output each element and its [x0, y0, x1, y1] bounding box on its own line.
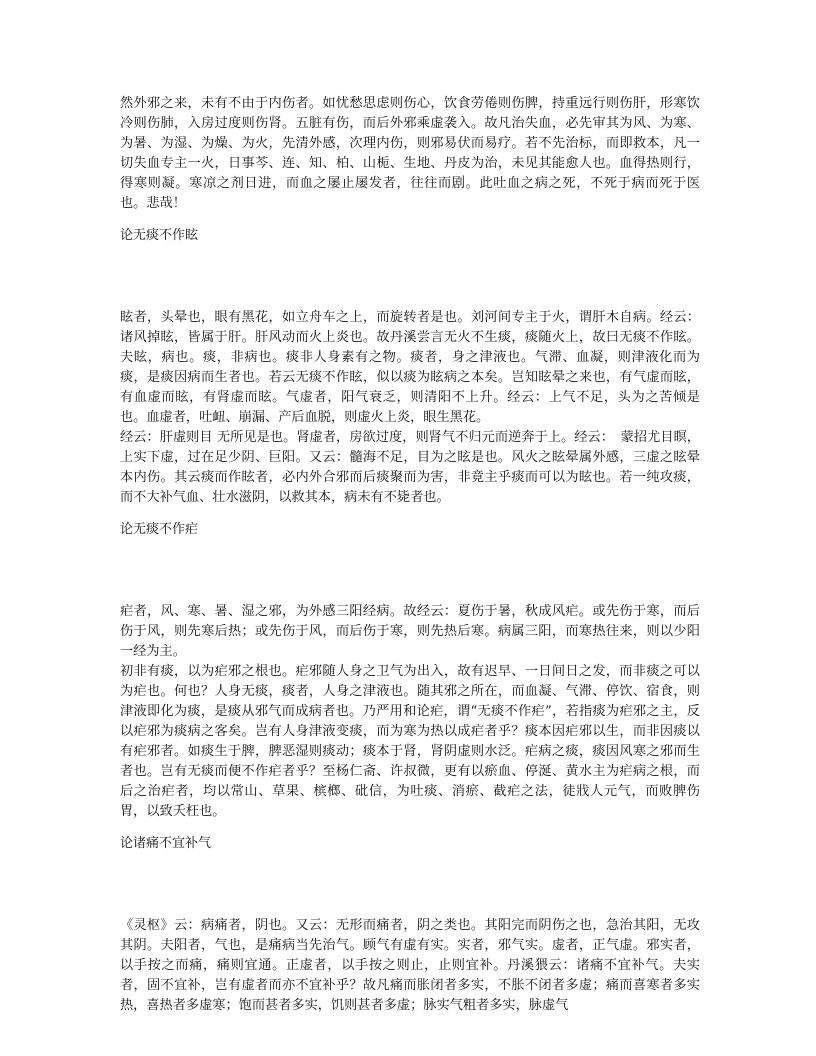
paragraph-blood-loss-ending: 然外邪之来，未有不由于内伤者。如忧愁思虑则伤心，饮食劳倦则伤脾，持重远行则伤肝，形寒饮冷则伤肺，入房过度则伤肾。五脏有伤，而后外邪乘虚袭入。故凡治失血，必先审其为风、为寒、为暑、为湿、为燥、为火，先清外感，次理内伤，则邪易伏而易疗。若不先治标，而即救本，凡一切失血专主一火，日事芩、连、知、柏、山栀、生地、丹皮为治，未见其能愈人也。血得热则行，得寒则凝。寒凉之剂日进，而血之屡止屡发者，往往而剧。此吐血之病之死，不死于病而死于医也。悲哉！	[120, 96, 700, 211]
section-heading-pain: 论诸痛不宜补气	[120, 836, 212, 851]
section-heading-vertigo: 论无痰不作眩	[120, 228, 199, 243]
section-heading-malaria: 论无痰不作疟	[120, 522, 199, 537]
paragraph-malaria-2: 初非有痰，以为疟邪之根也。疟邪随人身之卫气为出入，故有迟早、一日间日之发，而非痰之可以为疟也。何也？人身无痰，痰者，人身之津液也。随其邪之所在，而血凝、气滞、停饮、宿食，则津液即化为痰，是痰从邪气而成病者也。乃严用和论疟，谓“无痰不作疟”，若指痰为疟邪之主，反以疟邪为痰病之客矣。岂有人身津液变痰，而为寒为热以成疟者乎？痰本因疟邪以生，而非因痰以有疟邪者。如痰生于脾，脾恶湿则痰动；痰本于肾，肾阴虚则水泛。疟病之痰，痰因风寒之邪而生者也。岂有无痰而便不作疟者乎？至杨仁斋、许叔微，更有以瘀血、停涎、黄水主为疟病之根，而后之治疟者，均以常山、草果、槟榔、砒信，为吐痰、消瘀、截疟之法，徒戕人元气，而败脾伤胃，以致夭枉也。	[120, 664, 700, 819]
paragraph-malaria-1: 疟者，风、寒、暑、湿之邪，为外感三阳经病。故经云：夏伤于暑，秋成风疟。或先伤于寒，而后伤于风，则先寒后热；或先伤于风，而后伤于寒，则先热后寒。病属三阳，而寒热往来，则以少阳一经为主。	[120, 604, 700, 659]
paragraph-vertigo-2: 经云：肝虚则目 无所见是也。肾虚者，房欲过度，则肾气不归元而逆奔于上。经云： 蒙招尤目瞑，上实下虚，过在足少阴、巨阳。又云：髓海不足，目为之眩是也。风火之眩晕属外感，三虚之眩晕本内伤。其云痰而作眩者，必内外合邪而后痰聚而为害，非竟主乎痰而可以为眩也。若一纯攻痰，而不大补气血、壮水滋阴，以救其本，病未有不毙者也。	[120, 430, 700, 505]
paragraph-pain-1: 《灵枢》云：病痛者，阴也。又云：无形而痛者，阴之类也。其阳完而阴伤之也，急治其阳，无攻其阴。夫阳者，气也，是痛病当先治气。顾气有虚有实。实者，邪气实。虚者，正气虚。邪实者，以手按之而痛，痛则宜通。正虚者，以手按之则止，止则宜补。丹溪猥云：诸痛不宜补气。夫实者，固不宜补，岂有虚者而亦不宜补乎？故凡痛而胀闭者多实，不胀不闭者多虚；痛而喜寒者多实热，喜热者多虚寒；饱而甚者多实，饥则甚者多虚；脉实气粗者多实，脉虚气	[120, 918, 700, 1013]
document-page	[120, 94, 700, 1016]
paragraph-vertigo-1: 眩者，头晕也，眼有黑花，如立舟车之上，而旋转者是也。刘河间专主于火，谓肝木自病。经云：诸风掉眩，皆属于肝。肝风动而火上炎也。故丹溪尝言无火不生痰，痰随火上，故曰无痰不作眩。夫眩，病也。痰，非病也。痰非人身素有之物。痰者，身之津液也。气滞、血凝，则津液化而为痰，是痰因病而生者也。若云无痰不作眩，似以痰为眩病之本矣。岂知眩晕之来也，有气虚而眩，有血虚而眩，有肾虚而眩。气虚者，阳气衰乏，则清阳不上升。经云：上气不足，头为之苦倾是也。血虚者，吐衄、崩漏、产后血脱，则虚火上炎，眼生黑花。	[120, 310, 700, 425]
